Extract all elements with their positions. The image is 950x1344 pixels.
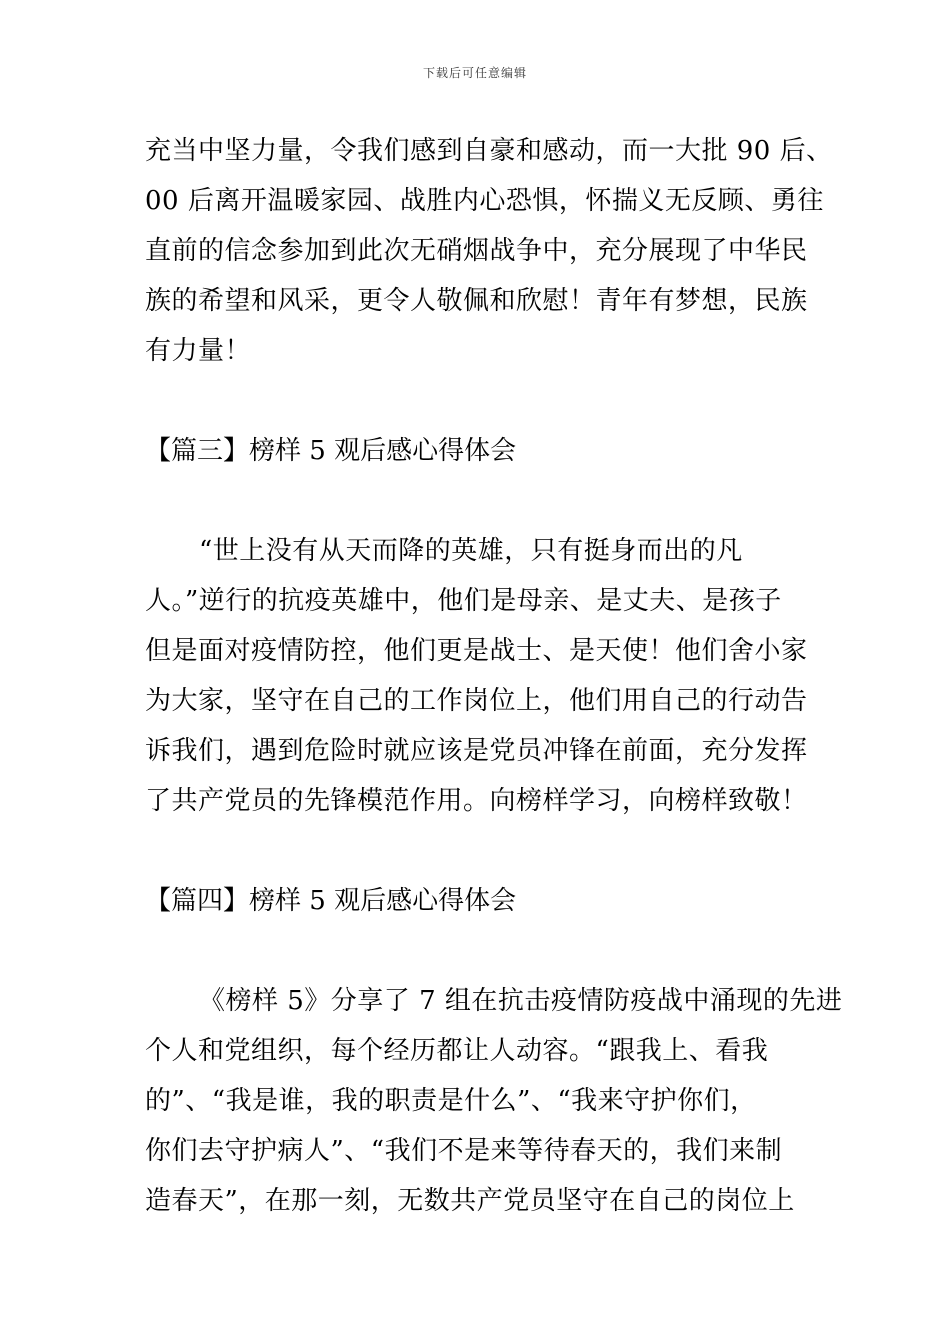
paragraph-line: 充当中坚力量，令我们感到自豪和感动，而一大批 90 后、 — [145, 136, 833, 166]
paragraph-line: 《榜样 5》分享了 7 组在抗击疫情防疫战中涌现的先进 — [199, 986, 843, 1016]
paragraph-section-3 — [145, 526, 810, 826]
paragraph-line: 诉我们，遇到危险时就应该是党员冲锋在前面，充分发挥 — [145, 736, 808, 766]
paragraph-line: 但是面对疫情防控，他们更是战士、是天使！他们舍小家 — [145, 636, 808, 666]
paragraph-line: 你们去守护病人”、“我们不是来等待春天的，我们来制 — [145, 1136, 783, 1166]
page-header: 下载后可任意编辑 — [422, 66, 527, 80]
document-body — [145, 126, 843, 1226]
paragraph-line: 00 后离开温暖家园、战胜内心恐惧，怀揣义无反顾、勇往 — [145, 186, 824, 216]
paragraph-line: 族的希望和风采，更令人敬佩和欣慰！青年有梦想，民族 — [145, 286, 808, 316]
paragraph-line: 为大家，坚守在自己的工作岗位上，他们用自己的行动告 — [145, 686, 808, 716]
paragraph-section-4 — [145, 976, 843, 1226]
section-heading-3: 【篇三】榜样 5 观后感心得体会 — [145, 436, 517, 466]
paragraph-line: 个人和党组织，每个经历都让人动容。“跟我上、看我 — [145, 1036, 769, 1066]
spacer — [145, 826, 810, 876]
paragraph-line: 直前的信念参加到此次无硝烟战争中，充分展现了中华民 — [145, 236, 808, 266]
section-heading-4: 【篇四】榜样 5 观后感心得体会 — [145, 886, 517, 916]
spacer — [145, 376, 810, 426]
paragraph-line: 了共产党员的先锋模范作用。向榜样学习，向榜样致敬！ — [145, 786, 808, 816]
paragraph-line: 造春天”，在那一刻，无数共产党员坚守在自己的岗位上 — [145, 1186, 795, 1216]
paragraph-1 — [145, 126, 833, 376]
paragraph-line: 的”、“我是谁，我的职责是什么”、“我来守护你们， — [145, 1086, 757, 1116]
paragraph-line: 人。”逆行的抗疫英雄中，他们是母亲、是丈夫、是孩子 — [145, 586, 782, 616]
paragraph-line: “世上没有从天而降的英雄，只有挺身而出的凡 — [199, 536, 743, 566]
paragraph-line: 有力量！ — [145, 336, 252, 366]
spacer — [145, 926, 810, 976]
spacer — [145, 476, 810, 526]
